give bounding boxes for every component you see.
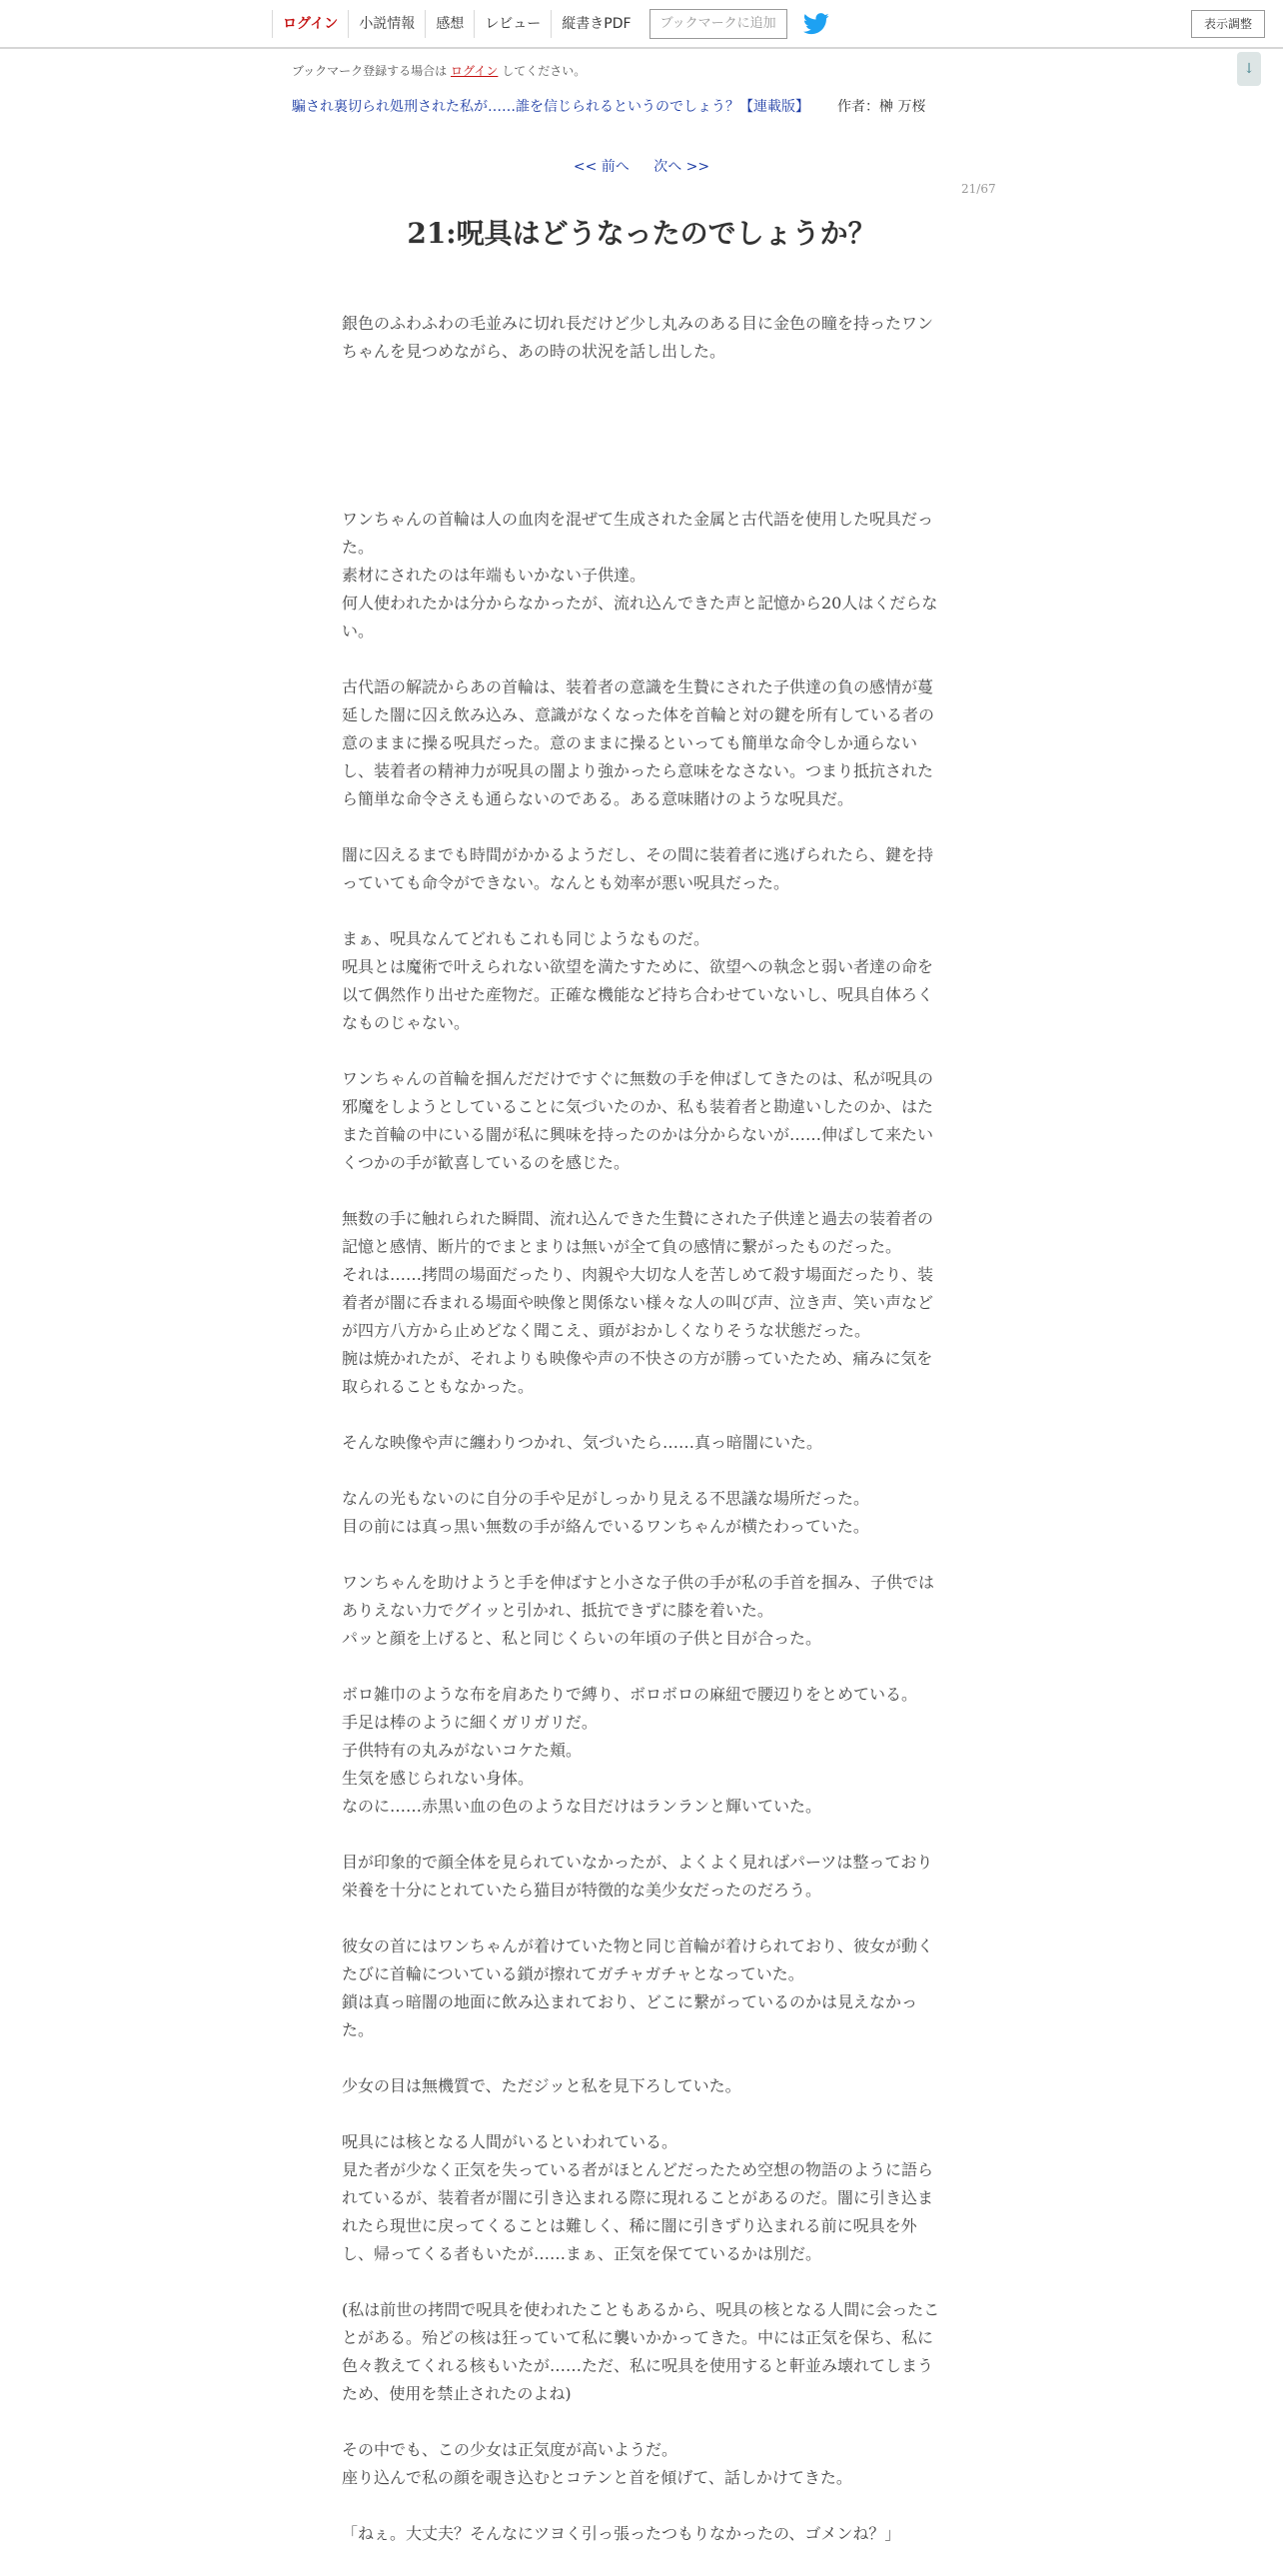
chapter-title: 21:呪具はどうなったのでしょうか？ <box>407 217 876 250</box>
paragraph: ボロ雑巾のような布を肩あたりで縛り、ボロボロの麻紐で腰辺りをとめている。 手足は棒のように細くガリガリだ。 子供特有の丸みがないコケた頬。 生気を感じられない身体。 なのに……赤黒い血の色のような目だけはランランと輝いていた。 <box>342 1685 918 1816</box>
pager <box>0 156 1283 176</box>
paragraph: そんな映像や声に纏わりつかれ、気づいたら……真っ暗闇にいた。 <box>342 1433 822 1452</box>
paragraph: ワンちゃんの首輪を掴んだだけですぐに無数の手を伸ばしてきたのは、私が呪具の邪魔をしようとしていることに気づいたのか、私も装着者と勘違いしたのか、はたまた首輪の中にいる闇が私に興味を持ったのかは分からないが……伸ばして来たいくつかの手が歓喜しているのを感じた。 <box>342 1069 934 1172</box>
novel-title-link[interactable]: 騙され裏切られ処刑された私が……誰を信じられるというのでしょう？【連載版】 <box>292 99 809 115</box>
notice-prefix: ブックマーク登録する場合は <box>292 64 448 78</box>
review-link[interactable]: レビュー <box>474 10 551 38</box>
paragraph: まぁ、呪具なんてどれもこれも同じようなものだ。 呪具とは魔術で叶えられない欲望を満たすために、欲望への執念と弱い者達の命を以て偶然作り出せた産物だ。正確な機能など持ち合わせていないし、呪具自体ろくなものじゃない。 <box>342 929 934 1032</box>
paragraph: ワンちゃんの首輪は人の血肉を混ぜて生成された金属と古代語を使用した呪具だった。 素材にされたのは年端もいかない子供達。 何人使われたかは分からなかったが、流れ込んできた声と記憶から20人はくだらない。 <box>342 510 938 641</box>
paragraph: 闇に囚えるまでも時間がかかるようだし、その間に装着者に逃げられたら、鍵を持っていても命令ができない。なんとも効率が悪い呪具だった。 <box>342 845 934 892</box>
paragraph: ワンちゃんを助けようと手を伸ばすと小さな子供の手が私の手首を掴み、子供ではありえない力でグイッと引かれ、抵抗できずに膝を着いた。 パッと顔を上げると、私と同じくらいの年頃の子供と目が合った。 <box>342 1573 934 1648</box>
header <box>0 0 1283 49</box>
vertical-pdf-link[interactable]: 縦書きPDF <box>551 10 641 38</box>
twitter-icon[interactable] <box>803 13 829 35</box>
scroll-down-button[interactable]: ↓ <box>1237 52 1261 86</box>
paragraph: (私は前世の拷問で呪具を使われたこともあるから、呪具の核となる人間に会ったことがある。殆どの核は狂っていて私に襲いかかってきた。中には正気を保ち、私に色々教えてくれる核もいたが……ただ、私に呪具を使用すると軒並み壊れてしまうため、使用を禁止されたのよね) <box>342 2300 940 2403</box>
paragraph: 無数の手に触れられた瞬間、流れ込んできた生贄にされた子供達と過去の装着者の記憶と感情、断片的でまとまりは無いが全て負の感情に繋がったものだった。 それは……拷問の場面だったり、肉親や大切な人を苦しめて殺す場面だったり、装着者が闇に呑まれる場面や映像と関係ない様々な人の叫び声、泣き声、笑い声などが四方八方から止めどなく聞こえ、頭がおかしくなりそうな状態だった。 腕は焼かれたが、それよりも映像や声の不快さの方が勝っていたため、痛みに気を取られることもなかった。 <box>342 1209 934 1396</box>
paragraph: 「ねぇ。大丈夫？そんなにツヨく引っ張ったつもりなかったの、ゴメンね？」 <box>342 2524 901 2543</box>
next-link[interactable]: 次へ >> <box>653 159 710 175</box>
paragraph: 彼女の首にはワンちゃんが着けていた物と同じ首輪が着けられており、彼女が動くたびに首輪についている鎖が擦れてガチャガチャとなっていた。 鎖は真っ暗闇の地面に飲み込まれており、どこに繋がっているのかは見えなかった。 <box>342 1936 934 2039</box>
paragraph: その中でも、この少女は正気度が高いようだ。 座り込んで私の顔を覗き込むとコテンと首を傾げて、話しかけてきた。 <box>342 2440 852 2487</box>
bookmark-add-button[interactable]: ブックマークに追加 <box>649 9 787 39</box>
prev-link[interactable]: << 前へ <box>573 159 630 175</box>
notice-login-link[interactable]: ログイン <box>451 64 499 78</box>
paragraph: 呪具には核となる人間がいるといわれている。 見た者が少なく正気を失っている者がほとんどだったため空想の物語のように語られているが、装着者が闇に引き込まれる際に現れることがあるのだ。闇に引き込まれたら現世に戻ってくることは難しく、稀に闇に引きずり込まれる前に呪具を外し、帰ってくる者もいたが……まぁ、正気を保てているかは別だ。 <box>342 2132 934 2263</box>
novel-info-link[interactable]: 小説情報 <box>348 10 425 38</box>
notice-suffix: してください。 <box>502 64 587 78</box>
login-link[interactable]: ログイン <box>272 10 348 38</box>
author-name: 作者：榊 万桜 <box>837 99 926 115</box>
body-text <box>342 310 941 2576</box>
display-settings-button[interactable]: 表示調整 <box>1191 10 1265 38</box>
bookmark-notice <box>292 62 586 79</box>
paragraph: 銀色のふわふわの毛並みに切れ長だけど少し丸みのある目に金色の瞳を持ったワンちゃんを見つめながら、あの時の状況を話し出した。 <box>342 314 934 361</box>
page-count: 21/67 <box>961 182 996 196</box>
nav-bar <box>272 5 829 43</box>
paragraph: なんの光もないのに自分の手や足がしっかり見える不思議な場所だった。 目の前には真っ黒い無数の手が絡んでいるワンちゃんが横たわっていた。 <box>342 1489 870 1536</box>
paragraph: 古代語の解読からあの首輪は、装着者の意識を生贄にされた子供達の負の感情が蔓延した闇に囚え飲み込み、意識がなくなった体を首輪と対の鍵を所有している者の意のままに操る呪具だった。意のままに操るといっても簡単な命令しか通らないし、装着者の精神力が呪具の闇より強かったら意味をなさない。つまり抵抗されたら簡単な命令さえも通らないのである。ある意味賭けのような呪具だ。 <box>342 677 934 808</box>
impressions-link[interactable]: 感想 <box>425 10 474 38</box>
paragraph: 目が印象的で顔全体を見られていなかったが、よくよく見ればパーツは整っており栄養を十分にとれていたら猫目が特徴的な美少女だったのだろう。 <box>342 1853 933 1900</box>
paragraph: 少女の目は無機質で、ただジッと私を見下ろしていた。 <box>342 2076 741 2095</box>
